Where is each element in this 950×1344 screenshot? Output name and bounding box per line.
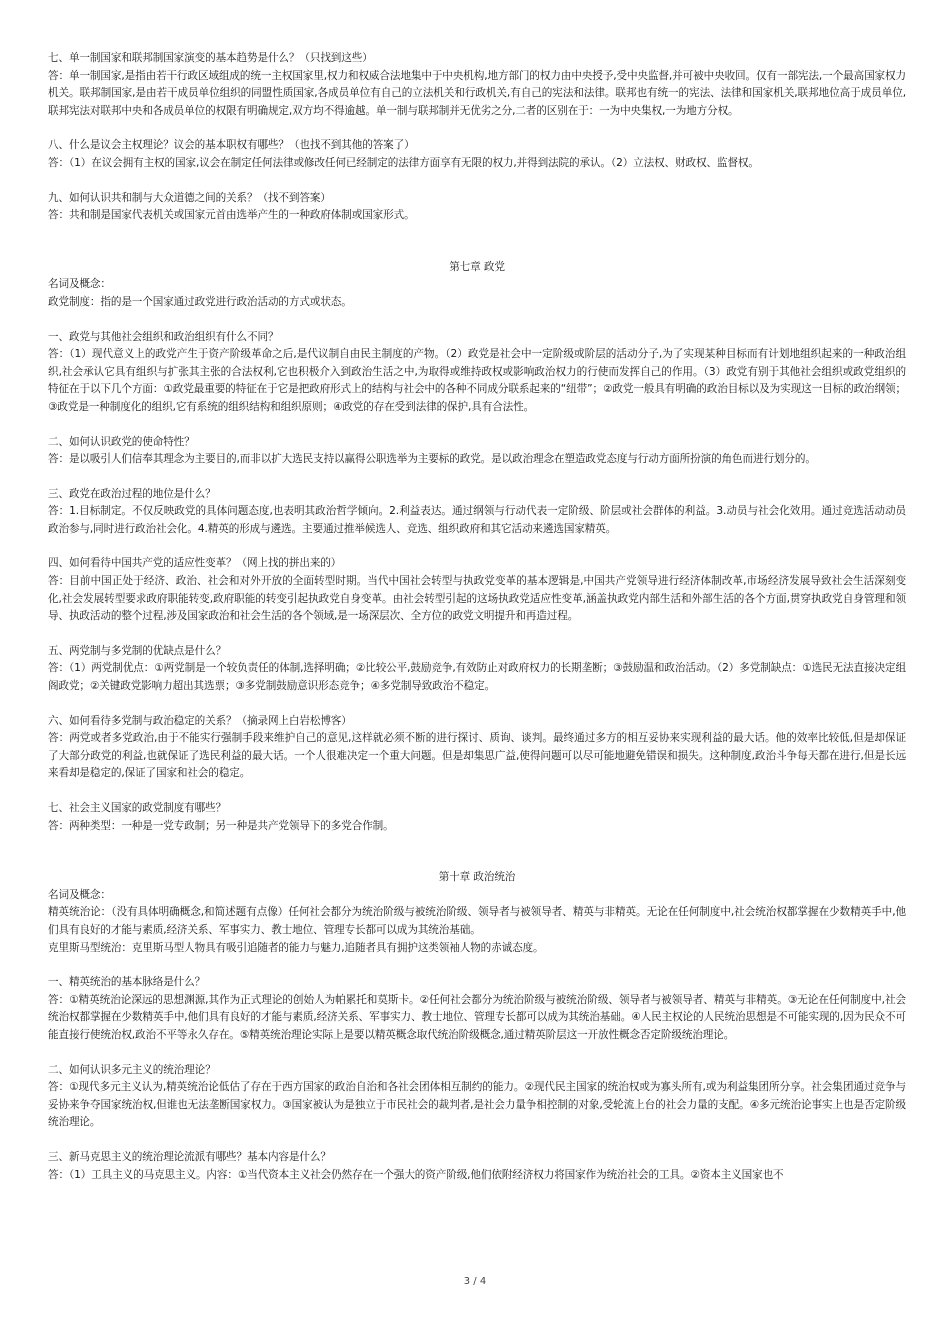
chapter-title: 第十章 政治统治 [438, 871, 516, 884]
question-heading: 三、新马克思主义的统治理论流派有哪些？基本内容是什么？ [48, 1150, 331, 1163]
answer-paragraph: 答：（1）现代意义上的政党产生于资产阶级革命之后,是代议制自由民主制度的产物。（2）政党是社会中一定阶级或阶层的活动分子,为了实现某种目标而有计划地组织起来的一种政治组织,社会承认它具有组织与扩张其主张的合法权利,它也积极介入到政治生活之中,为取得或维持政权或影响政治权力的行使而发挥自己的作用。（3）政党有别于其他社会组织或政党组织的特征在于以下几个方面：①政党最重要的特征在于它是把政府形式上的结构与社会中的各种不同成分联系起来的“纽带”；②政党一般具有明确的政治目标以及为实现这一目标的政治纲领；③政党是一种制度化的组织,它有系统的组织结构和组织原则；④政党的存在受到法律的保护,具有合法性。 [48, 348, 906, 413]
answer-paragraph: 答：共和制是国家代表机关或国家元首由选举产生的一种政府体制或国家形式。 [48, 209, 415, 222]
question-heading: 一、政党与其他社会组织和政治组织有什么不同？ [48, 330, 279, 343]
question-heading: 三、政党在政治过程的地位是什么？ [48, 487, 216, 500]
question-heading: 九、如何认识共和制与大众道德之间的关系？（找不到答案） [48, 191, 331, 204]
question-heading: 二、如何认识政党的使命特性？ [48, 435, 195, 448]
definition-paragraph: 政党制度：指的是一个国家通过政党进行政治活动的方式或状态。 [48, 295, 352, 308]
question-heading: 八、什么是议会主权理论？议会的基本职权有哪些？（也找不到其他的答案了） [48, 139, 415, 152]
answer-paragraph: 答：①现代多元主义认为,精英统治论低估了存在于西方国家的政治自治和各社会团体相互制约的能力。②现代民主国家的统治权或为寡头所有,或为利益集团所分享。社会集团通过竞争与妥协来争夺国家统治权,但谁也无法垄断国家权力。③国家被认为是独立于市民社会的裁判者,是社会力量争相控制的对象,受轮流上台的社会力量的支配。④多元统治论事实上也是否定阶级统治理论。 [48, 1081, 906, 1129]
question-heading: 二、如何认识多元主义的统治理论？ [48, 1063, 216, 1076]
answer-paragraph: 答：（1）在议会拥有主权的国家,议会在制定任何法律或修改任何已经制定的法律方面享有无限的权力,并得到法院的承认。（2）立法权、财政权、监督权。 [48, 156, 759, 169]
definition-paragraph: 克里斯马型统治：克里斯马型人物具有吸引追随者的能力与魅力,追随者具有拥护这类领袖人物的赤诚态度。 [48, 941, 544, 954]
answer-paragraph: 答：（1）工具主义的马克思主义。内容：①当代资本主义社会仍然存在一个强大的资产阶级,他们依附经济权力将国家作为统治社会的工具。②资本主义国家也不 [48, 1168, 784, 1181]
terms-label: 名词及概念： [48, 888, 111, 901]
question-heading: 一、精英统治的基本脉络是什么？ [48, 976, 206, 989]
question-heading: 七、社会主义国家的政党制度有哪些？ [48, 802, 227, 814]
answer-paragraph: 答：单一制国家,是指由若干行政区域组成的统一主权国家里,权力和权威合法地集中于中央机构,地方部门的权力由中央授予,受中央监督,并可被中央收回。仅有一部宪法,一个最高国家权力机关。联邦制国家,是由若干成员单位组织的同盟性质国家,各成员单位有自己的立法机关和行政机关,有自己的宪法和法律。联邦也有统一的宪法、法律和国家机关,联邦地位高于成员单位,联邦宪法对联邦中央和各成员单位的权限有明确规定,双方均不得逾越。单一制与联邦制并无优劣之分,二者的区别在于：一为中央集权,一为地方分权。 [48, 69, 906, 117]
answer-paragraph: 答：目前中国正处于经济、政治、社会和对外开放的全面转型时期。当代中国社会转型与执政党变革的基本逻辑是,中国共产党领导进行经济体制改革,市场经济发展导致社会生活深刻变化,社会发展转型要求政府职能转变,政府职能的转变引起执政党自身变革。由社会转型引起的这场执政党适应性变革,涵盖执政党内部生活和外部生活的各个方面,贯穿执政党自身管理和领导、执政活动的整个过程,涉及国家政治和社会生活的各个领域,是一场深层次、全方位的政党文明提升和再造过程。 [48, 575, 906, 623]
question-heading: 七、单一制国家和联邦制国家演变的基本趋势是什么？（只找到这些） [48, 52, 373, 64]
answer-paragraph: 答：两种类型：一种是一党专政制；另一种是共产党领导下的多党合作制。 [48, 819, 394, 832]
definition-paragraph: 精英统治论：（没有具体明确概念,和简述题有点像）任何社会都分为统治阶级与被统治阶级、领导者与被领导者、精英与非精英。无论在任何制度中,社会统治权都掌握在少数精英手中,他们具有良好的才能与素质,经济关系、军事实力、教士地位、管理专长都可以成为其统治基础。 [48, 906, 906, 936]
chapter-title: 第七章 政党 [449, 260, 505, 273]
terms-label: 名词及概念： [48, 278, 111, 291]
answer-paragraph: 答：是以吸引人们信奉其理念为主要目的,而非以扩大选民支持以赢得公职选举为主要标的政党。是以政治理念在塑造政党态度与行动方面所扮演的角色而进行划分的。 [48, 453, 816, 466]
answer-paragraph: 答：两党或者多党政治,由于不能实行强制手段来维护自己的意见,这样就必须不断的进行探讨、质询、谈判。最终通过多方的相互妥协来实现利益的最大话。他的效率比较低,但是却保证了大部分政党的利益,也就保证了选民利益的最大话。一个人很难决定一个重大问题。但是却集思广益,使得问题可以尽可能地避免错误和损失。这种制度,政治斗争每天都在进行,但是长远来看却是稳定的,保证了国家和社会的稳定。 [48, 732, 906, 780]
question-heading: 五、两党制与多党制的优缺点是什么？ [48, 644, 227, 657]
answer-paragraph: 答：（1）两党制优点：①两党制是一个较负责任的体制,选择明确；②比较公平,鼓励竞争,有效防止对政府权力的长期垄断；③鼓励温和政治活动。（2）多党制缺点：①选民无法直接决定组阁政党；②关键政党影响力超出其选票；③多党制鼓励意识形态竞争；④多党制导致政治不稳定。 [48, 662, 906, 693]
answer-paragraph: 答：1.目标制定。不仅反映政党的具体问题态度,也表明其政治哲学倾向。2.利益表达。通过纲领与行动代表一定阶级、阶层或社会群体的利益。3.动员与社会化效用。通过竞选活动动员政治参与,同时进行政治社会化。4.精英的形成与遴选。主要通过推举候选人、竞选、组织政府和其它活动来遴选国家精英。 [48, 505, 906, 535]
question-heading: 六、如何看待多党制与政治稳定的关系？（摘录网上白岩松博客） [48, 714, 352, 727]
page-number: 3 / 4 [463, 1276, 487, 1287]
answer-paragraph: 答：①精英统治论深远的思想渊源,其作为正式理论的创始人为帕累托和莫斯卡。②任何社会都分为统治阶级与被统治阶级、领导者与被领导者、精英与非精英。③无论在任何制度中,社会统治权都掌握在少数精英手中,他们具有良好的才能与素质,经济关系、军事实力、教士地位、管理专长都可以成为其统治基础。④人民主权论的人民统治思想是不可能实现的,因为民众不可能直接行使统治权,政治不平等永久存在。⑤精英统治理论实际上是要以精英概念取代统治阶级概念,通过精英阶层这一开放性概念否定阶级统治理论。 [48, 993, 906, 1041]
question-heading: 四、如何看待中国共产党的适应性变革？（网上找的拼出来的） [48, 557, 342, 570]
document-page [48, 50, 906, 1184]
